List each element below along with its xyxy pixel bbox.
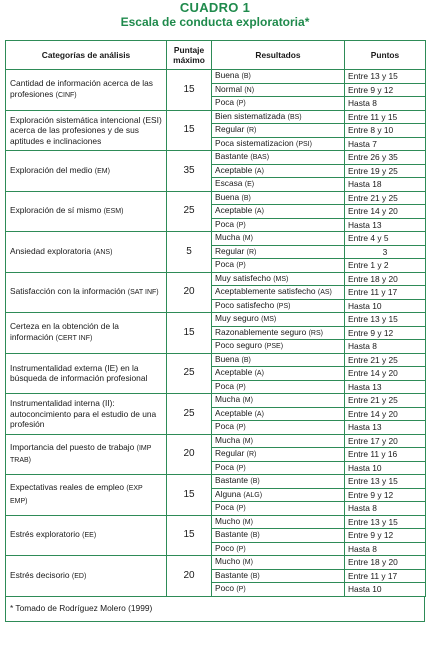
result-label: Mucho — [215, 556, 241, 566]
category-cell — [6, 70, 167, 111]
result-cell — [212, 502, 345, 516]
max-score-cell: 35 — [167, 151, 212, 192]
result-cell — [212, 448, 345, 462]
result-abbreviation: (A) — [254, 370, 264, 377]
table-row — [6, 232, 426, 246]
result-label: Buena — [215, 191, 240, 202]
max-score-cell: 15 — [167, 70, 212, 111]
result-abbreviation: (R) — [246, 127, 257, 134]
result-label: Aceptable — [215, 205, 253, 215]
points-cell: Entre 13 y 15 — [345, 313, 426, 327]
result-cell — [212, 218, 345, 232]
result-label: Alguna — [215, 488, 242, 499]
result-label: Buena — [215, 70, 240, 80]
exploratory-behavior-table — [5, 40, 426, 597]
result-label: Poco seguro — [215, 340, 263, 350]
category-label: Importancia del puesto de trabajo — [10, 441, 135, 452]
points-cell: Entre 13 y 15 — [345, 70, 426, 84]
result-cell — [212, 394, 345, 408]
max-score-cell: 20 — [167, 556, 212, 597]
result-cell — [212, 326, 345, 340]
points-cell: Hasta 7 — [345, 137, 426, 151]
category-abbreviation: (SAT INF) — [127, 289, 159, 296]
points-cell: Hasta 10 — [345, 461, 426, 475]
category-cell — [6, 110, 167, 151]
points-cell: 3 — [345, 245, 426, 259]
result-abbreviation: (MS) — [273, 275, 289, 283]
result-abbreviation: (E) — [244, 181, 255, 188]
table-row — [6, 70, 426, 84]
result-label: Aceptable — [215, 367, 253, 377]
category-abbreviation: (EE) — [82, 532, 97, 539]
category-label: Estrés decisorio — [10, 569, 70, 580]
result-cell — [212, 70, 345, 84]
category-abbreviation: (CERT INF) — [55, 334, 93, 342]
points-cell: Hasta 13 — [345, 421, 426, 435]
category-abbreviation: (EXP EMP) — [10, 485, 143, 505]
result-cell — [212, 97, 345, 111]
result-cell — [212, 367, 345, 381]
result-label: Escasa — [215, 178, 243, 188]
result-cell — [212, 259, 345, 273]
result-abbreviation: (P) — [236, 464, 246, 472]
points-cell: Entre 9 y 12 — [345, 529, 426, 543]
category-label: Cantidad de información acerca de las profesiones — [10, 78, 153, 99]
result-abbreviation: (PSI) — [296, 140, 312, 148]
points-cell: Entre 18 y 20 — [345, 272, 426, 286]
result-label: Mucho — [215, 515, 241, 526]
table-number: CUADRO 1 — [179, 0, 251, 15]
result-cell — [212, 191, 345, 205]
points-cell: Entre 9 y 12 — [345, 83, 426, 97]
result-abbreviation: (PS) — [276, 302, 291, 310]
result-cell — [212, 205, 345, 219]
category-cell — [6, 515, 167, 556]
result-cell — [212, 272, 345, 286]
category-abbreviation: (ESM) — [103, 208, 124, 215]
points-cell: Entre 19 y 25 — [345, 164, 426, 178]
points-cell: Entre 4 y 5 — [345, 232, 426, 246]
result-cell — [212, 124, 345, 138]
result-abbreviation: (PSE) — [264, 343, 284, 350]
result-cell — [212, 434, 345, 448]
result-label: Poca — [215, 502, 235, 512]
points-cell: Entre 14 y 20 — [345, 367, 426, 381]
points-cell: Entre 8 y 10 — [345, 124, 426, 138]
table-row — [6, 353, 426, 367]
result-abbreviation: (P) — [236, 221, 246, 229]
result-cell — [212, 556, 345, 570]
result-cell — [212, 529, 345, 543]
points-cell: Entre 11 y 15 — [345, 110, 426, 124]
points-cell: Entre 18 y 20 — [345, 556, 426, 570]
points-cell: Entre 13 y 15 — [345, 475, 426, 489]
category-label: Instrumentalidad interna (II): autoconcimiento para el estudio de una profesión — [10, 398, 157, 429]
result-label: Poca — [215, 218, 235, 229]
table-row — [6, 110, 426, 124]
col-header-category: Categorías de análisis — [6, 41, 167, 70]
category-label: Satisfacción con la información — [10, 286, 126, 296]
category-cell — [6, 475, 167, 516]
result-label: Bastante — [215, 151, 249, 161]
table-body — [6, 70, 426, 597]
table-title: Escala de conducta exploratoria* — [120, 15, 310, 29]
points-cell: Entre 26 y 35 — [345, 151, 426, 165]
points-cell: Entre 21 y 25 — [345, 191, 426, 205]
result-abbreviation: (B) — [250, 532, 260, 539]
points-cell: Entre 21 y 25 — [345, 353, 426, 367]
result-label: Mucha — [215, 394, 241, 404]
result-cell — [212, 461, 345, 475]
category-label: Ansiedad exploratoria — [10, 245, 92, 256]
table-row — [6, 272, 426, 286]
result-label: Poco satisfecho — [215, 299, 275, 310]
result-label: Regular — [215, 245, 245, 256]
result-cell — [212, 137, 345, 151]
max-score-cell: 25 — [167, 353, 212, 394]
result-label: Aceptable — [215, 164, 253, 175]
result-cell — [212, 245, 345, 259]
max-score-cell: 15 — [167, 313, 212, 354]
points-cell: Hasta 13 — [345, 380, 426, 394]
max-score-cell: 20 — [167, 272, 212, 313]
result-label: Poca — [215, 259, 235, 269]
points-cell: Hasta 18 — [345, 178, 426, 192]
table-row — [6, 394, 426, 408]
points-cell: Hasta 8 — [345, 340, 426, 354]
category-cell — [6, 313, 167, 354]
table-row — [6, 151, 426, 165]
result-abbreviation: (B) — [241, 73, 251, 80]
result-abbreviation: (B) — [241, 194, 251, 202]
result-cell — [212, 407, 345, 421]
result-abbreviation: (P) — [236, 262, 246, 269]
result-label: Poca — [215, 461, 235, 472]
max-score-cell: 25 — [167, 191, 212, 232]
table-row — [6, 313, 426, 327]
result-abbreviation: (BS) — [287, 113, 302, 121]
result-label: Bastante — [215, 475, 249, 485]
result-cell — [212, 353, 345, 367]
result-cell — [212, 340, 345, 354]
result-abbreviation: (P) — [236, 505, 246, 512]
result-abbreviation: (M) — [242, 397, 253, 404]
points-cell: Entre 11 y 16 — [345, 448, 426, 462]
result-label: Bastante — [215, 569, 249, 580]
points-cell: Hasta 10 — [345, 299, 426, 313]
result-label: Mucha — [215, 232, 241, 242]
category-label: Exploración de sí mismo — [10, 205, 102, 215]
result-cell — [212, 178, 345, 192]
points-cell: Hasta 8 — [345, 542, 426, 556]
result-abbreviation: (M) — [242, 559, 253, 566]
points-cell: Entre 1 y 2 — [345, 259, 426, 273]
result-cell — [212, 421, 345, 435]
category-cell — [6, 272, 167, 313]
category-cell — [6, 353, 167, 394]
result-abbreviation: (M) — [242, 235, 253, 242]
result-abbreviation: (A) — [254, 208, 264, 215]
result-label: Aceptable — [215, 407, 253, 418]
points-cell: Hasta 13 — [345, 218, 426, 232]
result-abbreviation: (M) — [242, 437, 253, 445]
result-abbreviation: (R) — [246, 451, 257, 458]
category-label: Instrumentalidad externa (IE) en la búsqueda de información profesional — [10, 362, 148, 384]
result-cell — [212, 151, 345, 165]
points-cell: Entre 17 y 20 — [345, 434, 426, 448]
result-label: Razonablemente seguro — [215, 326, 307, 337]
result-cell — [212, 380, 345, 394]
category-label: Exploración del medio — [10, 164, 93, 175]
result-label: Poca — [215, 97, 235, 107]
points-cell: Hasta 8 — [345, 97, 426, 111]
category-label: Exploración sistemática intencional (ESI) acerca de las profesiones y de sus aptitudes e inclinaciones — [10, 114, 162, 146]
category-label: Estrés exploratorio — [10, 529, 80, 539]
result-cell — [212, 488, 345, 502]
result-abbreviation: (A) — [254, 167, 264, 175]
result-abbreviation: (P) — [236, 545, 246, 553]
points-cell: Entre 14 y 20 — [345, 407, 426, 421]
result-abbreviation: (M) — [242, 518, 253, 526]
result-cell — [212, 299, 345, 313]
result-label: Buena — [215, 353, 240, 364]
max-score-cell: 25 — [167, 394, 212, 435]
result-cell — [212, 542, 345, 556]
result-label: Bastante — [215, 529, 249, 539]
points-cell: Entre 11 y 17 — [345, 569, 426, 583]
col-header-max-score: Puntaje máximo — [167, 41, 212, 70]
table-container — [5, 40, 425, 622]
max-score-cell: 5 — [167, 232, 212, 273]
col-header-points: Puntos — [345, 41, 426, 70]
result-abbreviation: (P) — [236, 424, 246, 431]
result-label: Mucha — [215, 434, 241, 445]
table-row — [6, 191, 426, 205]
result-abbreviation: (B) — [250, 478, 260, 485]
category-label: Certeza en la obtención de la información — [10, 321, 119, 342]
result-cell — [212, 110, 345, 124]
result-label: Aceptablemente satisfecho — [215, 286, 316, 296]
col-header-results: Resultados — [212, 41, 345, 70]
result-label: Poco — [215, 583, 235, 593]
result-abbreviation: (P) — [236, 383, 246, 391]
result-abbreviation: (MS) — [261, 316, 277, 323]
category-abbreviation: (CINF) — [55, 91, 77, 99]
result-cell — [212, 232, 345, 246]
category-abbreviation: (ED) — [71, 572, 87, 580]
result-label: Poca sistematizacion — [215, 137, 294, 148]
result-abbreviation: (BAS) — [250, 154, 270, 161]
result-abbreviation: (B) — [241, 356, 251, 364]
result-cell — [212, 583, 345, 597]
category-cell — [6, 232, 167, 273]
points-cell: Entre 9 y 12 — [345, 488, 426, 502]
result-label: Poco — [215, 542, 235, 553]
result-label: Poca — [215, 421, 235, 431]
result-label: Muy satisfecho — [215, 272, 271, 283]
max-score-cell: 20 — [167, 434, 212, 475]
result-label: Regular — [215, 124, 245, 134]
result-label: Normal — [215, 83, 242, 94]
result-abbreviation: (AS) — [317, 289, 332, 296]
points-cell: Hasta 8 — [345, 502, 426, 516]
footnote: * Tomado de Rodríguez Molero (1999) — [6, 596, 425, 621]
table-row — [6, 434, 426, 448]
result-cell — [212, 569, 345, 583]
table-row — [6, 475, 426, 489]
points-cell: Entre 9 y 12 — [345, 326, 426, 340]
result-abbreviation: (P) — [236, 586, 246, 593]
result-abbreviation: (A) — [254, 410, 264, 418]
points-cell: Entre 21 y 25 — [345, 394, 426, 408]
category-abbreviation: (EM) — [94, 167, 110, 175]
result-cell — [212, 286, 345, 300]
max-score-cell: 15 — [167, 515, 212, 556]
category-cell — [6, 394, 167, 435]
points-cell: Entre 14 y 20 — [345, 205, 426, 219]
category-cell — [6, 434, 167, 475]
result-cell — [212, 83, 345, 97]
result-cell — [212, 313, 345, 327]
category-cell — [6, 191, 167, 232]
result-cell — [212, 515, 345, 529]
result-abbreviation: (P) — [236, 100, 246, 107]
result-abbreviation: (N) — [244, 86, 255, 94]
category-cell — [6, 556, 167, 597]
category-cell — [6, 151, 167, 192]
category-label: Expectativas reales de empleo — [10, 482, 125, 493]
max-score-cell: 15 — [167, 110, 212, 151]
title-block — [0, 0, 430, 29]
points-cell: Entre 11 y 17 — [345, 286, 426, 300]
category-abbreviation: (ANS) — [93, 248, 113, 256]
result-label: Regular — [215, 448, 245, 458]
result-abbreviation: (B) — [250, 572, 260, 580]
result-label: Bien sistematizada — [215, 110, 286, 121]
max-score-cell: 15 — [167, 475, 212, 516]
result-abbreviation: (RS) — [308, 329, 323, 337]
result-abbreviation: (ALG) — [243, 491, 263, 499]
result-abbreviation: (R) — [246, 248, 257, 256]
category-abbreviation: (IMP TRAB) — [10, 444, 152, 465]
table-row — [6, 515, 426, 529]
result-cell — [212, 164, 345, 178]
footnote-table — [5, 596, 425, 622]
points-cell: Entre 13 y 15 — [345, 515, 426, 529]
result-label: Poca — [215, 380, 235, 391]
header-row — [6, 41, 426, 70]
result-label: Muy seguro — [215, 313, 259, 323]
result-cell — [212, 475, 345, 489]
points-cell: Hasta 10 — [345, 583, 426, 597]
table-row — [6, 556, 426, 570]
